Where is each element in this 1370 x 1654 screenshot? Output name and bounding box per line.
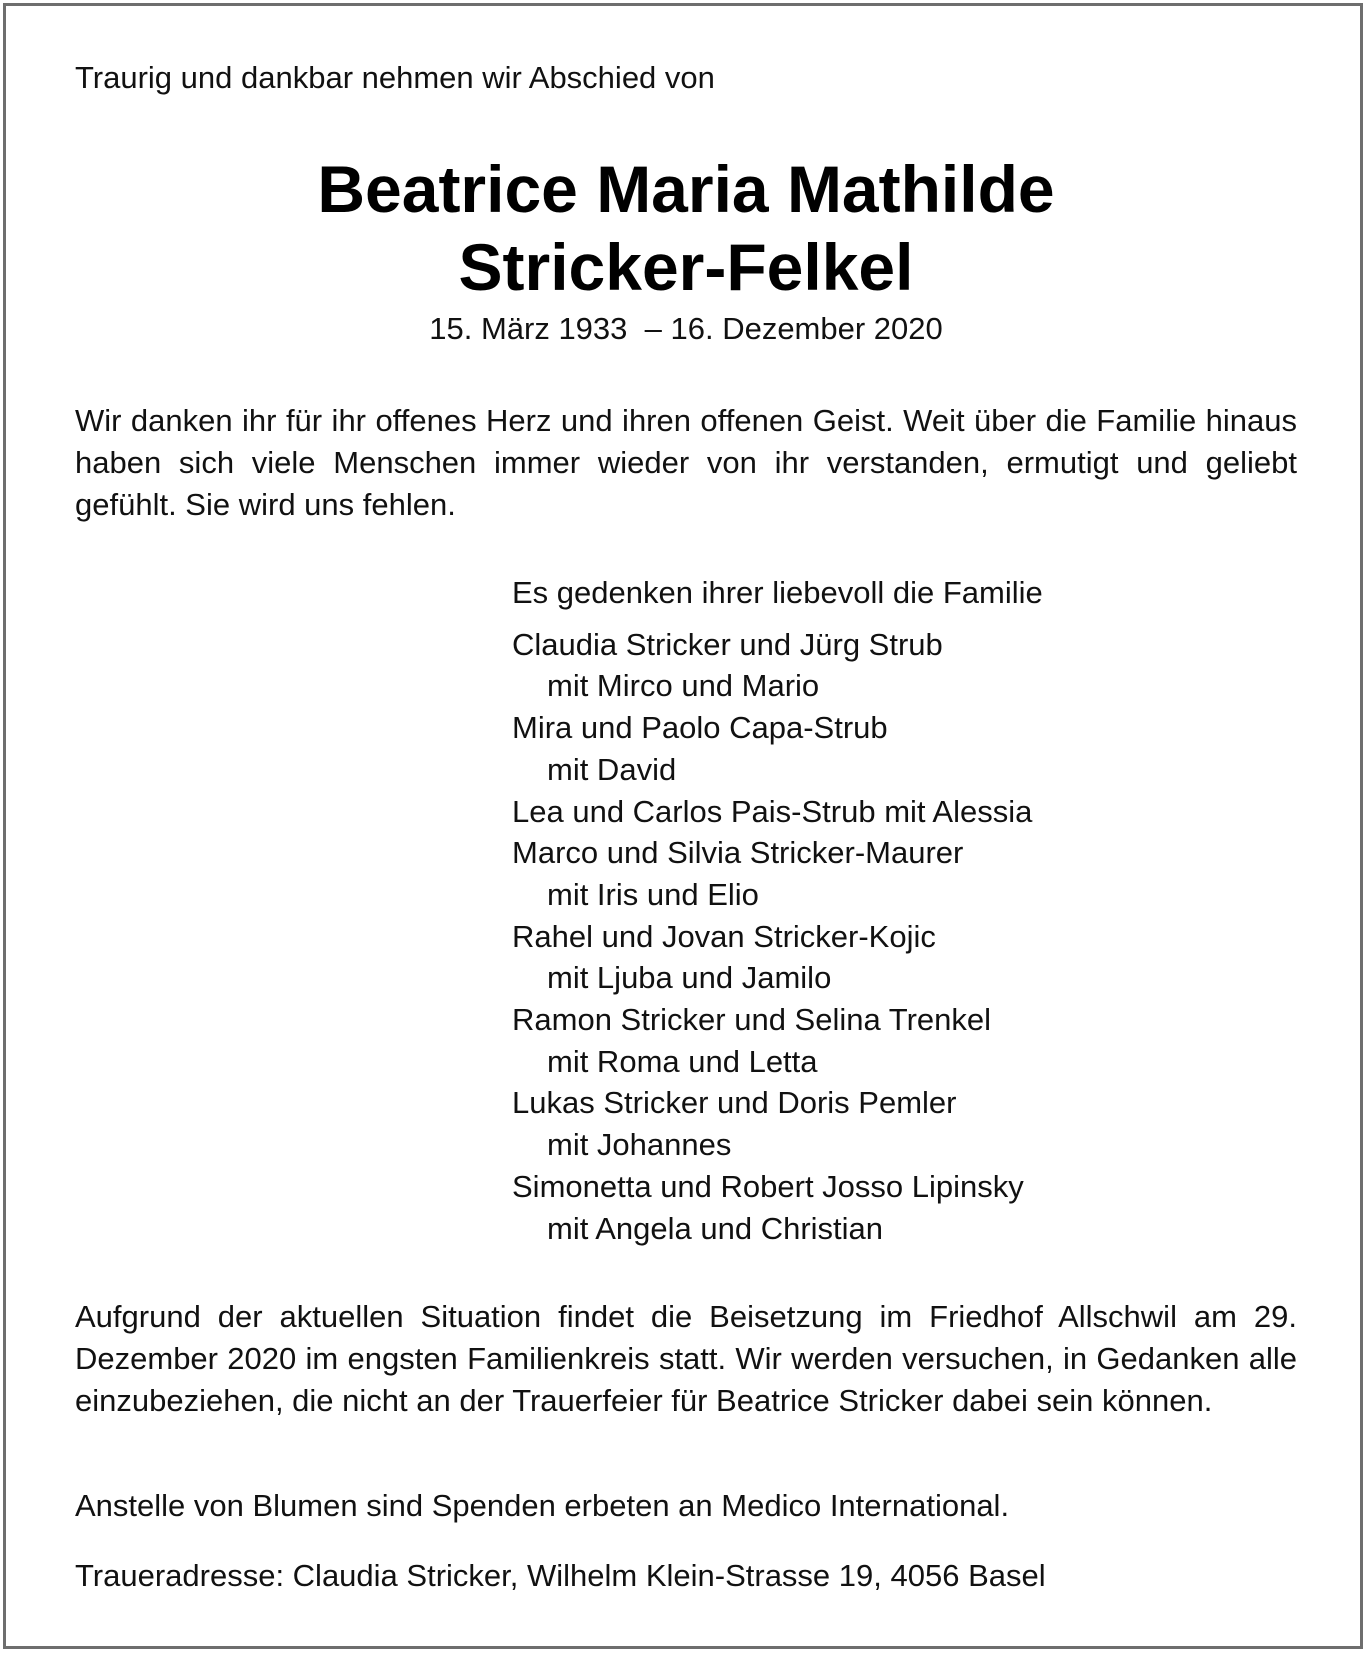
family-member: mit Ljuba und Jamilo — [547, 960, 832, 996]
family-member: Rahel und Jovan Stricker-Kojic — [512, 918, 936, 954]
family-heading: Es gedenken ihrer liebevoll die Familie — [512, 575, 1043, 610]
tribute-paragraph: Wir danken ihr für ihr offenes Herz und ihren offenen Geist. Weit über die Familie hinaus haben sich viele Menschen immer wieder von ihr verstanden, ermutigt und geliebt gefühlt. Sie wird uns fehlen. — [75, 403, 1297, 522]
funeral-paragraph: Aufgrund der aktuellen Situation findet die Beisetzung im Friedhof Allschwil am 29. Dezember 2020 im engsten Familienkreis statt. Wir werden versuchen, in Gedanken alle einzubeziehen, die nicht an der Trauerfeier für Beatrice Stricker dabei sein können. — [75, 1299, 1297, 1418]
donations-note: Anstelle von Blumen sind Spenden erbeten an Medico International. — [75, 1488, 1010, 1523]
family-member: Mira und Paolo Capa-Strub — [512, 710, 888, 746]
family-member: Claudia Stricker und Jürg Strub — [512, 626, 943, 662]
deceased-name-line-1: Beatrice Maria Mathilde — [317, 152, 1055, 226]
family-member: mit Mirco und Mario — [547, 668, 820, 704]
family-member: mit Roma und Letta — [547, 1043, 818, 1079]
family-member: mit David — [547, 751, 677, 787]
deceased-name — [75, 150, 1297, 306]
family-list — [512, 572, 1043, 1249]
family-member: Marco und Silvia Stricker-Maurer — [512, 835, 964, 871]
deceased-name-line-2: Stricker-Felkel — [458, 230, 914, 304]
family-member: Simonetta und Robert Josso Lipinsky — [512, 1168, 1024, 1204]
intro-text: Traurig und dankbar nehmen wir Abschied von — [75, 60, 715, 95]
family-member: Lea und Carlos Pais-Strub mit Alessia — [512, 793, 1033, 829]
family-member: mit Angela und Christian — [547, 1210, 884, 1246]
family-member: Lukas Stricker und Doris Pemler — [512, 1085, 957, 1121]
family-member: mit Johannes — [547, 1127, 732, 1163]
family-member: Ramon Stricker und Selina Trenkel — [512, 1002, 992, 1038]
family-member: mit Iris und Elio — [547, 876, 759, 912]
life-dates: 15. März 1933 – 16. Dezember 2020 — [429, 311, 943, 346]
mourning-address: Traueradresse: Claudia Stricker, Wilhelm Klein-Strasse 19, 4056 Basel — [75, 1558, 1046, 1593]
